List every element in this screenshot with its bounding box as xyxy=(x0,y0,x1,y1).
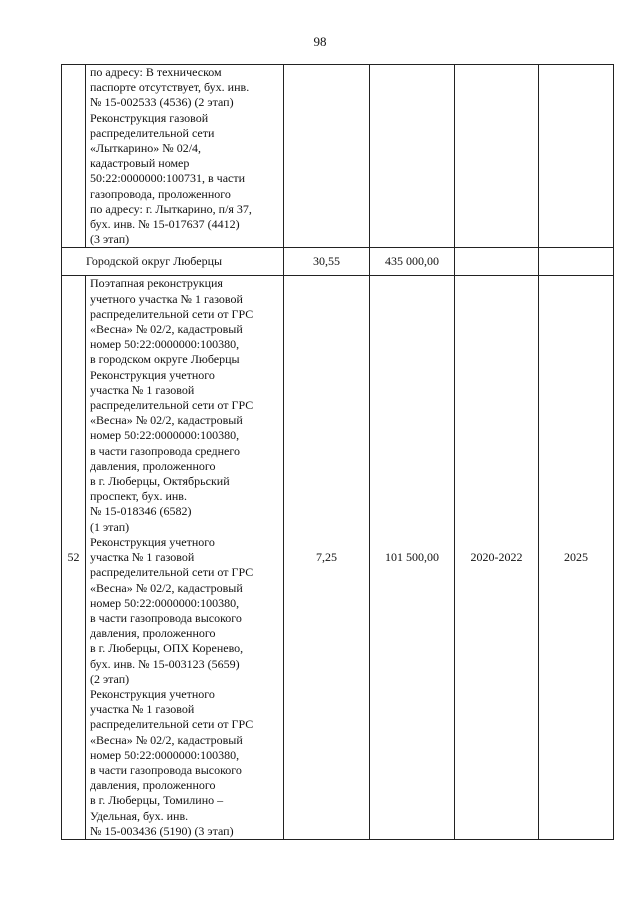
description-line: паспорте отсутствует, бух. инв. xyxy=(90,80,250,95)
description-line: распределительной сети от ГРС xyxy=(90,565,254,580)
description-line: в г. Люберцы, Октябрьский xyxy=(90,474,230,489)
description-lines xyxy=(90,65,280,247)
period-cell xyxy=(455,248,539,276)
year-cell xyxy=(539,65,614,248)
description-line: участка № 1 газовой xyxy=(90,382,195,397)
description-line: (2 этап) xyxy=(90,671,130,686)
table-row-district-subtotal xyxy=(62,248,614,276)
description-line: «Весна» № 02/2, кадастровый xyxy=(90,732,243,747)
description-cell xyxy=(86,65,284,248)
description-line: проспект, бух. инв. xyxy=(90,489,187,504)
description-line: «Весна» № 02/2, кадастровый xyxy=(90,413,243,428)
description-line: бух. инв. № 15-017637 (4412) xyxy=(90,217,240,232)
description-line: в г. Люберцы, Томилино – xyxy=(90,793,224,808)
year-cell: 2025 xyxy=(539,276,614,840)
description-line: № 15-002533 (4536) (2 этап) xyxy=(90,95,234,110)
description-line: номер 50:22:0000000:100380, xyxy=(90,747,240,762)
description-line: участка № 1 газовой xyxy=(90,550,195,565)
cost-cell xyxy=(370,65,455,248)
description-line: Реконструкция учетного xyxy=(90,367,215,382)
length-cell: 7,25 xyxy=(284,276,370,840)
description-cell xyxy=(86,276,284,840)
description-line: по адресу: г. Лыткарино, п/я 37, xyxy=(90,201,252,216)
description-line: давления, проложенного xyxy=(90,626,216,641)
row-number-cell: 52 xyxy=(62,276,86,840)
description-line: (1 этап) xyxy=(90,519,130,534)
description-line: (3 этап) xyxy=(90,232,130,247)
description-line: учетного участка № 1 газовой xyxy=(90,291,243,306)
description-line: бух. инв. № 15-003123 (5659) xyxy=(90,656,240,671)
investment-program-table xyxy=(61,64,614,840)
description-line: Поэтапная реконструкция xyxy=(90,276,223,291)
description-line: «Лыткарино» № 02/4, xyxy=(90,141,202,156)
description-line: участка № 1 газовой xyxy=(90,702,195,717)
page-number: 98 xyxy=(313,34,327,49)
row-number-cell xyxy=(62,65,86,248)
description-line: распределительной сети от ГРС xyxy=(90,306,254,321)
cost-cell: 101 500,00 xyxy=(370,276,455,840)
description-line: № 15-003436 (5190) (3 этап) xyxy=(90,823,234,838)
cost-cell: 435 000,00 xyxy=(370,248,455,276)
description-line: в части газопровода высокого xyxy=(90,610,242,625)
description-line: номер 50:22:0000000:100380, xyxy=(90,595,240,610)
description-line: давления, проложенного xyxy=(90,458,216,473)
period-cell xyxy=(455,65,539,248)
description-line: Реконструкция учетного xyxy=(90,686,215,701)
description-line: в части газопровода среднего xyxy=(90,443,240,458)
description-line: распределительной сети от ГРС xyxy=(90,398,254,413)
description-line: в части газопровода высокого xyxy=(90,762,242,777)
description-line: давления, проложенного xyxy=(90,778,216,793)
length-cell xyxy=(284,65,370,248)
length-cell: 30,55 xyxy=(284,248,370,276)
description-line: Удельная, бух. инв. xyxy=(90,808,189,823)
description-lines xyxy=(90,276,280,839)
table-row-continuation xyxy=(62,65,614,248)
description-line: «Весна» № 02/2, кадастровый xyxy=(90,580,243,595)
description-line: «Весна» № 02/2, кадастровый xyxy=(90,322,243,337)
description-line: 50:22:0000000:100731, в части xyxy=(90,171,246,186)
table-row-item-52 xyxy=(62,276,614,840)
description-line: кадастровый номер xyxy=(90,156,190,171)
description-line: распределительной сети от ГРС xyxy=(90,717,254,732)
description-line: распределительной сети xyxy=(90,125,215,140)
district-label: Городской округ Люберцы xyxy=(62,248,284,276)
description-line: номер 50:22:0000000:100380, xyxy=(90,428,240,443)
description-line: в городском округе Люберцы xyxy=(90,352,240,367)
year-cell xyxy=(539,248,614,276)
description-line: по адресу: В техническом xyxy=(90,65,222,79)
description-line: № 15-018346 (6582) xyxy=(90,504,192,519)
description-line: номер 50:22:0000000:100380, xyxy=(90,337,240,352)
description-line: Реконструкция учетного xyxy=(90,534,215,549)
period-cell: 2020-2022 xyxy=(455,276,539,840)
description-line: в г. Люберцы, ОПХ Коренево, xyxy=(90,641,244,656)
description-line: газопровода, проложенного xyxy=(90,186,231,201)
description-line: Реконструкция газовой xyxy=(90,110,209,125)
